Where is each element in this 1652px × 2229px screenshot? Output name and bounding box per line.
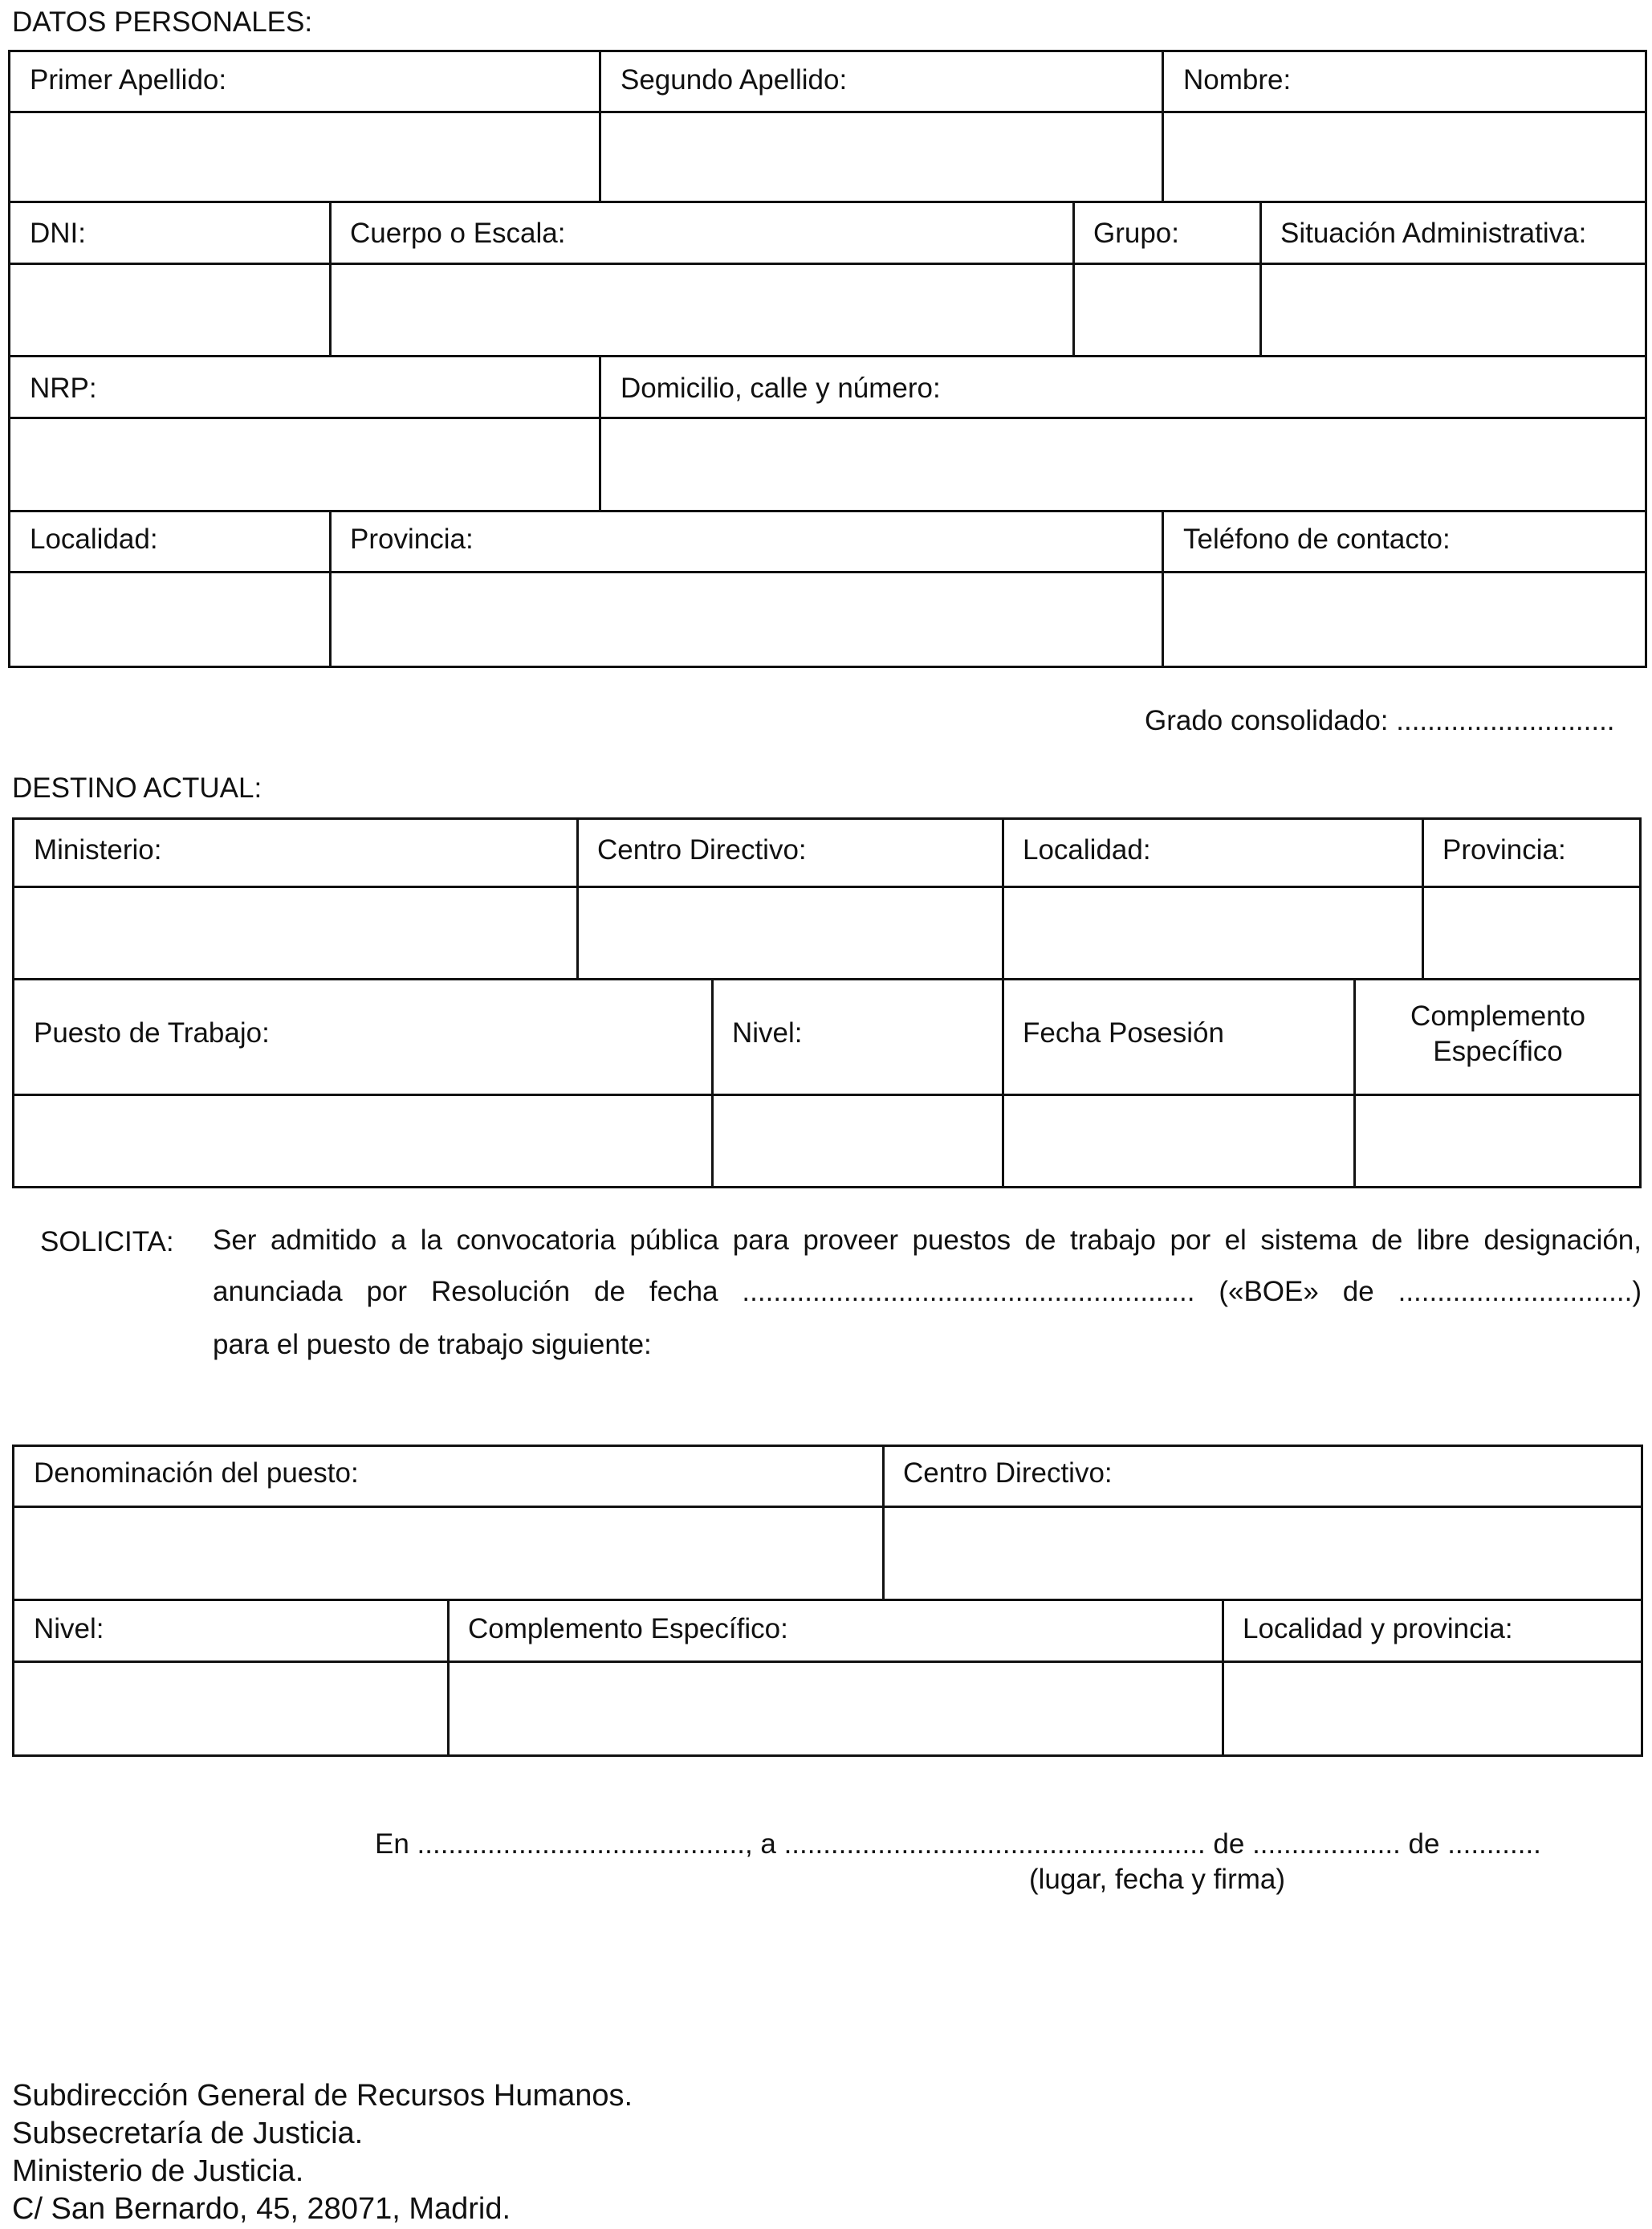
row-divider — [8, 263, 1647, 265]
signature-line: En .........................................., a ...................................................... de ................... de ............ — [375, 1828, 1541, 1860]
solicita-line-1: Ser admitido a la convocatoria pública para proveer puestos de trabajo por el sistema de libre designación, — [213, 1225, 1642, 1256]
col-divider — [329, 510, 332, 668]
solicita-label: SOLICITA: — [40, 1226, 174, 1257]
row-divider — [12, 886, 1642, 888]
label-puesto-trabajo: Puesto de Trabajo: — [34, 1017, 270, 1049]
label-situacion-administrativa: Situación Administrativa: — [1280, 218, 1587, 249]
label-fecha-posesion: Fecha Posesión — [1023, 1017, 1224, 1049]
label-denominacion-puesto: Denominación del puesto: — [34, 1457, 359, 1489]
label-nombre: Nombre: — [1183, 64, 1292, 96]
label-centro-directivo: Centro Directivo: — [597, 834, 807, 866]
section-title-destino-actual: DESTINO ACTUAL: — [12, 772, 262, 804]
footer-address-line-2: Subsecretaría de Justicia. — [12, 2117, 364, 2150]
col-divider — [599, 355, 601, 511]
label-nivel: Nivel: — [34, 1613, 104, 1644]
label-nrp: NRP: — [30, 373, 97, 404]
complemento-line-1: Complemento — [1410, 1000, 1585, 1032]
col-divider — [1422, 817, 1424, 980]
col-divider — [711, 978, 714, 1188]
col-divider — [1162, 50, 1164, 202]
solicita-line-2: anunciada por Resolución de fecha .......................................................... («BOE» de ..............................) — [213, 1276, 1642, 1307]
label-ministerio: Ministerio: — [34, 834, 162, 866]
label-complemento-especifico: Complemento Específico: — [468, 1613, 788, 1644]
personal-data-table — [8, 50, 1647, 668]
grado-consolidado: Grado consolidado: ............................ — [1145, 705, 1615, 736]
label-telefono: Teléfono de contacto: — [1183, 524, 1451, 555]
col-divider — [1002, 978, 1004, 1188]
complemento-line-2: Específico — [1433, 1035, 1563, 1067]
label-grupo: Grupo: — [1093, 218, 1179, 249]
col-divider — [447, 1599, 450, 1757]
col-divider — [599, 50, 601, 202]
row-divider — [12, 978, 1642, 980]
row-divider — [8, 201, 1647, 203]
col-divider — [576, 817, 579, 980]
row-divider — [12, 1506, 1643, 1508]
row-divider — [12, 1599, 1643, 1601]
label-primer-apellido: Primer Apellido: — [30, 64, 227, 96]
col-divider — [1072, 201, 1075, 357]
solicita-line-3: para el puesto de trabajo siguiente: — [213, 1329, 652, 1360]
col-divider — [1222, 1599, 1224, 1757]
label-centro-directivo: Centro Directivo: — [903, 1457, 1113, 1489]
col-divider — [882, 1445, 885, 1600]
section-title-datos-personales: DATOS PERSONALES: — [12, 6, 313, 38]
row-divider — [8, 417, 1647, 419]
label-provincia: Provincia: — [1442, 834, 1566, 866]
label-complemento-especifico — [1356, 999, 1640, 1070]
col-divider — [329, 201, 332, 357]
col-divider — [1162, 510, 1164, 668]
label-provincia: Provincia: — [350, 524, 474, 555]
footer-address-line-3: Ministerio de Justicia. — [12, 2154, 304, 2188]
row-divider — [8, 510, 1647, 512]
label-segundo-apellido: Segundo Apellido: — [621, 64, 848, 96]
label-localidad: Localidad: — [30, 524, 158, 555]
col-divider — [1259, 201, 1262, 357]
label-dni: DNI: — [30, 218, 86, 249]
row-divider — [8, 571, 1647, 573]
footer-address-line-1: Subdirección General de Recursos Humanos. — [12, 2079, 633, 2113]
label-nivel: Nivel: — [732, 1017, 803, 1049]
row-divider — [12, 1661, 1643, 1663]
label-cuerpo-escala: Cuerpo o Escala: — [350, 218, 566, 249]
row-divider — [8, 355, 1647, 357]
label-domicilio: Domicilio, calle y número: — [621, 373, 941, 404]
signature-caption: (lugar, fecha y firma) — [1029, 1864, 1285, 1895]
row-divider — [12, 1094, 1642, 1096]
footer-address-line-4: C/ San Bernardo, 45, 28071, Madrid. — [12, 2192, 511, 2226]
col-divider — [1002, 817, 1004, 980]
label-localidad-provincia: Localidad y provincia: — [1243, 1613, 1513, 1644]
row-divider — [8, 111, 1647, 113]
label-localidad: Localidad: — [1023, 834, 1151, 866]
